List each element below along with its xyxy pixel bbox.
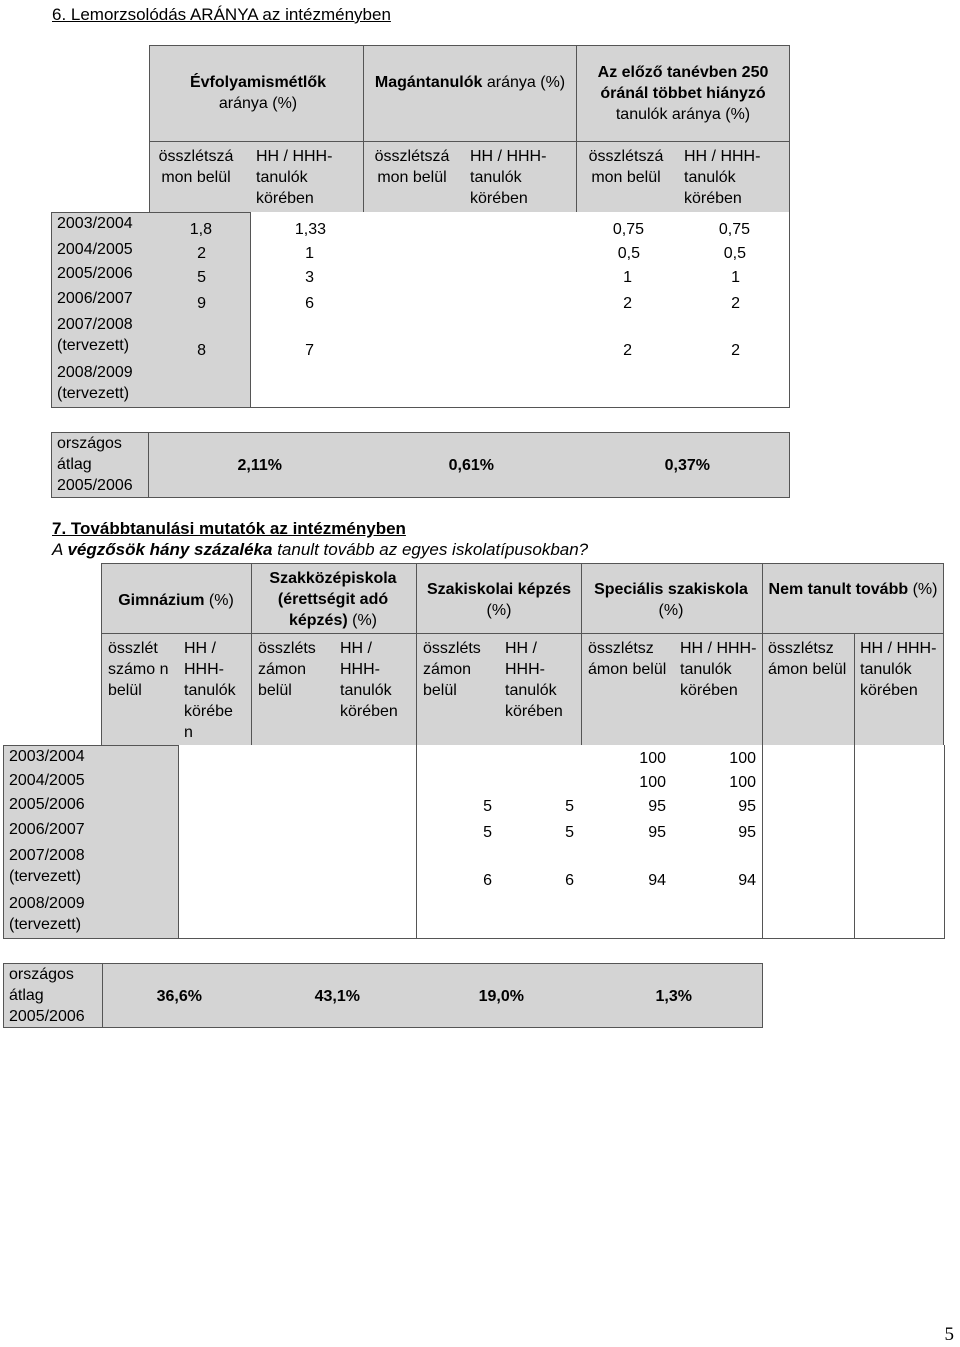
header-szakiskolai: Szakiskolai képzés (%) (426, 581, 572, 619)
value-cell: 95 (738, 798, 756, 815)
year-label: 2004/2005 (57, 241, 133, 258)
year-label: 2006/2007 (9, 821, 85, 838)
value-cell: 94 (738, 872, 756, 889)
subheader-osszletszam: összlétszá mon belül (374, 148, 450, 186)
subheader-hh: HH / HHH-tanulók körében (505, 640, 563, 720)
national-average-label: országos átlag 2005/2006 (57, 435, 133, 494)
national-average-value: 0,37% (664, 457, 710, 474)
year-label: 2006/2007 (57, 290, 133, 307)
national-average-value: 43,1% (314, 988, 360, 1005)
value-cell: 5 (565, 798, 574, 815)
subheader-osszletszam: összléts zámon belül (423, 640, 481, 699)
year-label: 2003/2004 (9, 748, 85, 765)
subheader-hh: HH / HHH-tanulók körében (680, 640, 757, 699)
subheader-hh: HH / HHH-tanulók körében (860, 640, 937, 699)
value-cell: 2 (623, 342, 632, 359)
national-average-value: 0,61% (448, 457, 494, 474)
value-cell: 1 (731, 269, 740, 286)
value-cell: 100 (729, 774, 756, 791)
year-label: 2005/2006 (9, 796, 85, 813)
value-cell: 2 (623, 295, 632, 312)
national-average-label: országos átlag 2005/2006 (9, 966, 85, 1025)
value-cell: 7 (305, 342, 314, 359)
section-7-title: 7. Továbbtanulási mutatók az intézményben (52, 519, 406, 538)
subheader-osszletszam: összléts zámon belül (258, 640, 316, 699)
value-cell: 0,75 (612, 221, 644, 238)
subheader-osszletszam: összlétsz ámon belül (768, 640, 847, 678)
subheader-hh: HH / HHH-tanulók körében (684, 148, 761, 207)
subheader-osszletszam: összlétszá mon belül (588, 148, 664, 186)
value-cell: 100 (729, 750, 756, 767)
value-cell: 0,5 (723, 245, 746, 262)
year-label: 2007/2008 (tervezett) (57, 316, 133, 354)
header-evfolyamismetlok: Évfolyamismétlők aránya (%) (189, 74, 327, 112)
value-cell: 6 (565, 872, 574, 889)
section-7-question: A végzősök hány százaléka tanult tovább az egyes iskolatípusokban? (52, 540, 589, 559)
section-6-title: 6. Lemorzsolódás ARÁNYA az intézményben (52, 5, 391, 24)
subheader-osszletszam: összlétsz ámon belül (588, 640, 667, 678)
header-szakkozepiskola: Szakközépiskola (érettségit adó képzés) (%) (269, 570, 397, 629)
value-cell: 1,33 (294, 221, 326, 238)
national-average-value: 1,3% (655, 988, 692, 1005)
header-specialis: Speciális szakiskola (%) (594, 581, 748, 619)
subheader-hh: HH / HHH-tanulók körében (470, 148, 547, 207)
year-label: 2008/2009 (tervezett) (57, 364, 133, 402)
value-cell: 94 (648, 872, 666, 889)
value-cell: 8 (197, 342, 206, 359)
year-label: 2008/2009 (tervezett) (9, 895, 85, 933)
value-cell: 2 (197, 245, 206, 262)
header-gimnazium: Gimnázium (%) (118, 592, 234, 609)
header-hianyzo: Az előző tanévben 250 óránál többet hiányzó tanulók aránya (%) (597, 64, 769, 123)
value-cell: 5 (197, 269, 206, 286)
value-cell: 95 (738, 824, 756, 841)
value-cell: 95 (648, 798, 666, 815)
subheader-hh: HH / HHH-tanulók körében (256, 148, 333, 207)
value-cell: 1 (305, 245, 314, 262)
value-cell: 1,8 (189, 221, 212, 238)
value-cell: 2 (731, 342, 740, 359)
value-cell: 3 (305, 269, 314, 286)
subheader-osszletszam: összlétszá mon belül (158, 148, 234, 186)
value-cell: 2 (731, 295, 740, 312)
value-cell: 1 (623, 269, 632, 286)
value-cell: 5 (483, 824, 492, 841)
value-cell: 6 (305, 295, 314, 312)
year-label: 2005/2006 (57, 265, 133, 282)
page-number: 5 (944, 1324, 954, 1345)
value-cell: 0,75 (718, 221, 750, 238)
value-cell: 95 (648, 824, 666, 841)
value-cell: 0,5 (617, 245, 640, 262)
value-cell: 9 (197, 295, 206, 312)
subheader-hh: HH / HHH-tanulók körébe n (184, 640, 236, 741)
national-average-value: 36,6% (156, 988, 202, 1005)
value-cell: 5 (483, 798, 492, 815)
year-label: 2007/2008 (tervezett) (9, 847, 85, 885)
value-cell: 5 (565, 824, 574, 841)
value-cell: 100 (639, 774, 666, 791)
header-nem-tanult: Nem tanult tovább (%) (768, 581, 938, 598)
year-label: 2003/2004 (57, 215, 133, 232)
subheader-hh: HH / HHH-tanulók körében (340, 640, 398, 720)
value-cell: 100 (639, 750, 666, 767)
national-average-value: 19,0% (478, 988, 524, 1005)
header-magantanulok: Magántanulók aránya (%) (374, 74, 566, 91)
value-cell: 6 (483, 872, 492, 889)
year-label: 2004/2005 (9, 772, 85, 789)
subheader-osszletszam: összlét számo n belül (108, 640, 169, 699)
national-average-value: 2,11% (237, 457, 282, 474)
